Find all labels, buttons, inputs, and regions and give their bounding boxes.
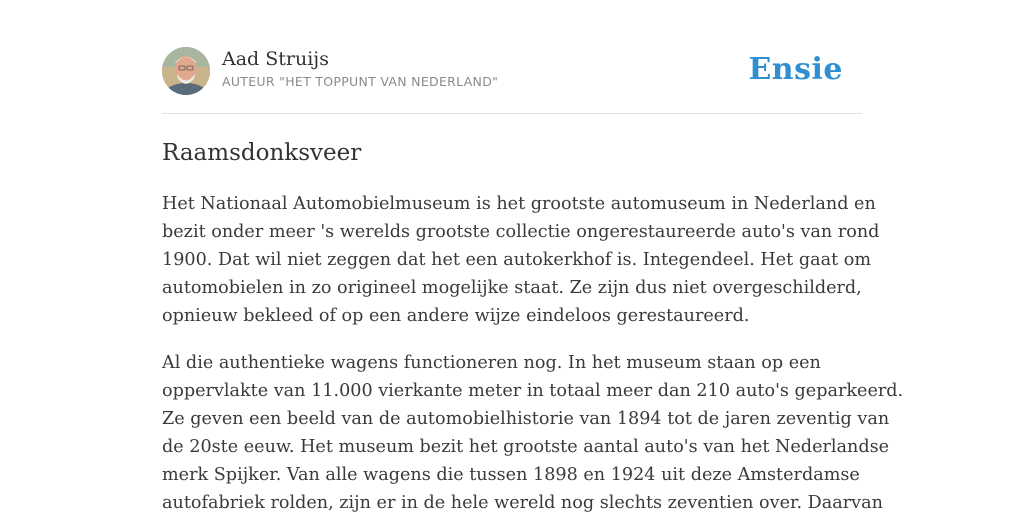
paragraph-line: automobielen in zo origineel mogelijke staat. Ze zijn dus niet overgeschilderd,	[162, 278, 862, 298]
author-portrait-icon	[162, 47, 210, 95]
paragraph-line: opnieuw bekleed of op een andere wijze eindeloos gerestaureerd.	[162, 306, 750, 326]
paragraph-line: bezit onder meer 's werelds grootste collectie ongerestaureerde auto's van rond	[162, 222, 880, 242]
avatar[interactable]	[162, 47, 210, 95]
paragraph-line: oppervlakte van 11.000 vierkante meter in totaal meer dan 210 auto's geparkeerd.	[162, 381, 904, 401]
header-divider	[162, 113, 862, 114]
paragraph-line: de 20ste eeuw. Het museum bezit het grootste aantal auto's van het Nederlandse	[162, 437, 890, 457]
article-header	[162, 46, 862, 96]
ensie-logo[interactable]: Ensie	[748, 52, 843, 87]
paragraph-line: 1900. Dat wil niet zeggen dat het een autokerkhof is. Integendeel. Het gaat om	[162, 250, 872, 270]
paragraph	[162, 190, 880, 330]
paragraph-line: Ze geven een beeld van de automobielhistorie van 1894 tot de jaren zeventig van	[162, 409, 890, 429]
article-body	[162, 190, 904, 512]
page-title: Raamsdonksveer	[162, 140, 362, 166]
paragraph-line: merk Spijker. Van alle wagens die tussen 1898 en 1924 uit deze Amsterdamse	[162, 465, 860, 485]
paragraph-line: Al die authentieke wagens functioneren nog. In het museum staan op een	[162, 353, 821, 373]
paragraph-line: autofabriek rolden, zijn er in de hele wereld nog slechts zeventien over. Daarvan	[162, 493, 883, 512]
paragraph	[162, 349, 904, 512]
author-role: AUTEUR "HET TOPPUNT VAN NEDERLAND"	[222, 74, 499, 89]
paragraph-line: Het Nationaal Automobielmuseum is het grootste automuseum in Nederland en	[162, 194, 876, 214]
author-name[interactable]: Aad Struijs	[222, 48, 329, 70]
